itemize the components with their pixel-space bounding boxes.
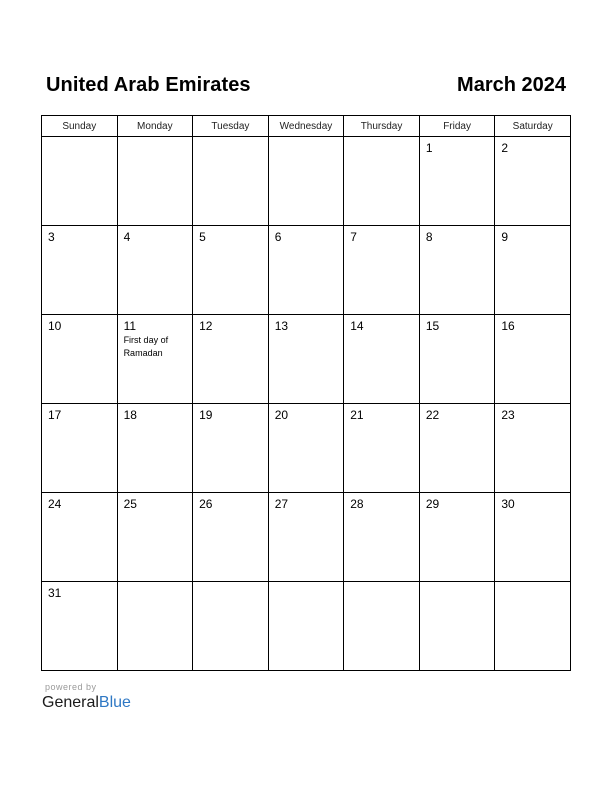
day-number: 22 [425, 408, 440, 422]
week-row [42, 137, 571, 226]
day-cell [344, 493, 420, 582]
weekday-sunday: Sunday [42, 116, 118, 137]
day-cell [344, 582, 420, 671]
day-number: 11 [123, 319, 137, 333]
day-number: 9 [501, 230, 509, 244]
brand-blue: Blue [98, 694, 131, 711]
day-cell [268, 582, 344, 671]
day-cell [193, 137, 269, 226]
day-number: 5 [199, 230, 206, 244]
weekday-saturday: Saturday [495, 116, 571, 137]
country-title: United Arab Emirates [46, 73, 251, 96]
day-number: 7 [350, 230, 357, 244]
day-number: 19 [199, 408, 213, 422]
day-number: 2 [501, 141, 509, 155]
day-cell [117, 582, 193, 671]
day-cell [495, 137, 571, 226]
calendar-body [42, 137, 571, 671]
day-cell [419, 493, 495, 582]
weekday-row [42, 116, 571, 137]
day-number: 31 [48, 586, 62, 600]
day-number: 17 [48, 408, 62, 422]
day-cell [193, 582, 269, 671]
calendar-grid [41, 115, 571, 671]
day-number: 6 [274, 230, 282, 244]
day-number: 3 [48, 230, 55, 244]
day-cell [193, 315, 269, 404]
day-cell [193, 493, 269, 582]
day-cell [42, 493, 118, 582]
weekday-monday: Monday [117, 116, 193, 137]
day-cell [268, 493, 344, 582]
day-cell [344, 404, 420, 493]
day-number: 18 [123, 408, 137, 422]
day-cell [344, 226, 420, 315]
day-cell [117, 493, 193, 582]
day-number: 16 [501, 319, 515, 333]
day-cell [495, 226, 571, 315]
day-number: 21 [350, 408, 364, 422]
day-cell [419, 137, 495, 226]
day-cell [268, 226, 344, 315]
weekday-wednesday: Wednesday [268, 116, 344, 137]
day-cell [42, 582, 118, 671]
day-cell [419, 582, 495, 671]
day-cell [193, 404, 269, 493]
day-cell [117, 226, 193, 315]
day-cell [268, 404, 344, 493]
day-cell [419, 226, 495, 315]
day-number: 12 [199, 319, 213, 333]
holiday-label: First day of Ramadan [123, 335, 169, 358]
day-cell [495, 582, 571, 671]
week-row [42, 226, 571, 315]
day-cell [42, 137, 118, 226]
day-number: 8 [425, 230, 433, 244]
day-cell [419, 315, 495, 404]
day-cell [344, 137, 420, 226]
weekday-thursday: Thursday [344, 116, 420, 137]
day-number: 26 [199, 497, 213, 511]
day-number: 24 [48, 497, 62, 511]
day-cell [344, 315, 420, 404]
day-cell [268, 315, 344, 404]
footer [42, 682, 131, 712]
day-number: 28 [350, 497, 364, 511]
day-number: 13 [274, 319, 289, 333]
day-number: 10 [48, 319, 62, 333]
day-number: 20 [274, 408, 289, 422]
week-row [42, 582, 571, 671]
brand-general: General [42, 694, 99, 711]
month-title: March 2024 [457, 73, 566, 96]
calendar-header [46, 72, 566, 98]
day-cell [117, 315, 193, 404]
day-number: 14 [350, 319, 364, 333]
day-cell [495, 493, 571, 582]
powered-by-text: powered by [45, 682, 97, 692]
day-number: 23 [501, 408, 515, 422]
week-row [42, 315, 571, 404]
weekday-tuesday: Tuesday [193, 116, 269, 137]
week-row [42, 493, 571, 582]
week-row [42, 404, 571, 493]
brand-logo [42, 694, 131, 712]
day-cell [495, 404, 571, 493]
day-cell [42, 404, 118, 493]
weekday-friday: Friday [419, 116, 495, 137]
day-number: 4 [123, 230, 131, 244]
day-cell [495, 315, 571, 404]
day-number: 1 [425, 141, 433, 155]
day-cell [419, 404, 495, 493]
day-cell [42, 315, 118, 404]
day-cell [117, 137, 193, 226]
day-number: 15 [425, 319, 440, 333]
day-cell [42, 226, 118, 315]
day-cell [117, 404, 193, 493]
day-number: 25 [123, 497, 137, 511]
day-cell [268, 137, 344, 226]
day-number: 27 [274, 497, 289, 511]
day-number: 30 [501, 497, 515, 511]
day-number: 29 [425, 497, 440, 511]
day-cell [193, 226, 269, 315]
